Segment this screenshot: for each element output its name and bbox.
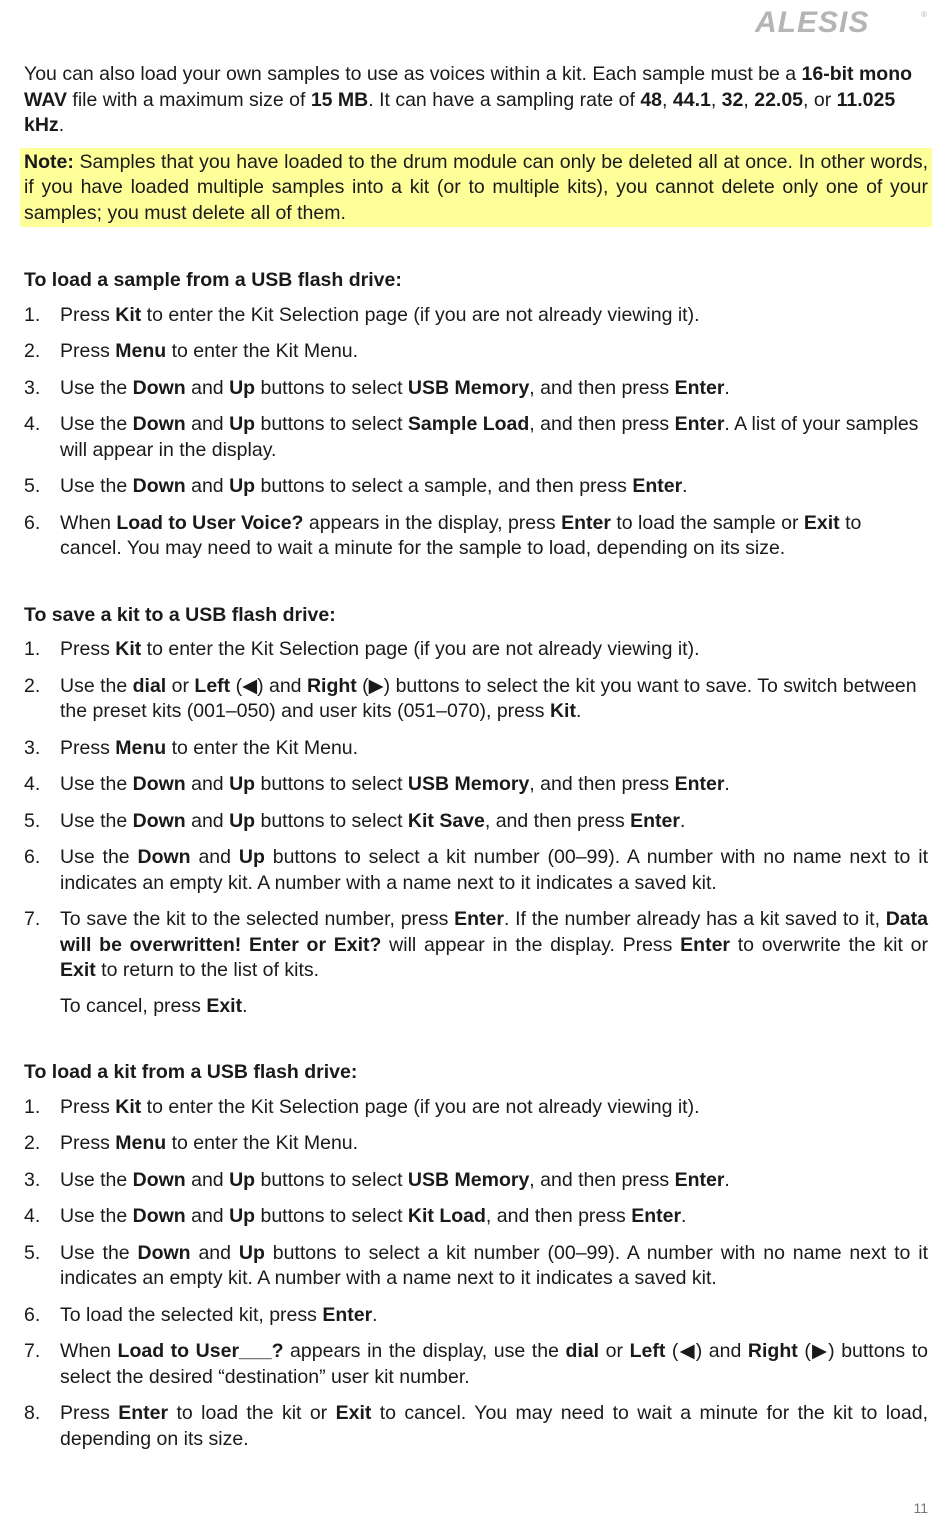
bold-term: Up	[229, 773, 256, 795]
step-item	[24, 303, 928, 329]
steps-load-sample	[24, 303, 928, 562]
step-number: 3.	[24, 376, 41, 399]
bold-term: Right	[747, 1340, 798, 1362]
bold-term: Up	[238, 846, 265, 868]
step-number: 6.	[24, 846, 41, 868]
step-item	[24, 412, 928, 463]
step-item	[24, 1339, 928, 1390]
step-number: 3.	[24, 1168, 41, 1191]
step-number: 1.	[24, 1095, 41, 1118]
bold-term: Down	[132, 773, 186, 795]
bold-term: dial	[565, 1340, 600, 1362]
step-item	[24, 376, 928, 402]
bold-term: Up	[229, 475, 256, 497]
step-item	[24, 1131, 928, 1157]
step-text: Press Kit to enter the Kit Selection page (if you are not already viewing it).	[60, 1095, 700, 1118]
step-text: Use the Down and Up buttons to select Sample Load, and then press Enter. A list of your samples will appear in the display.	[60, 413, 919, 461]
bold-term: Enter	[561, 511, 611, 534]
step-text: Use the Down and Up buttons to select Kit Save, and then press Enter.	[60, 809, 686, 832]
page-number: 11	[913, 1500, 928, 1516]
bold-term: Up	[229, 1205, 256, 1227]
step-number: 6.	[24, 1303, 41, 1326]
step-item	[24, 511, 928, 562]
bold-term: dial	[132, 674, 167, 697]
step-text: Use the Down and Up buttons to select Kit Load, and then press Enter.	[60, 1205, 687, 1227]
bold-term: Enter	[632, 475, 683, 497]
bold-term: Kit Save	[407, 809, 485, 832]
bold-term: Down	[132, 1205, 186, 1227]
bold-term: Enter	[630, 809, 680, 832]
bold-term: Up	[238, 1241, 265, 1264]
bold-term: Down	[132, 376, 186, 399]
bold-term: Kit Load	[407, 1205, 486, 1227]
bold-term: Up	[229, 413, 256, 435]
step-item	[24, 772, 928, 798]
step-text: Press Menu to enter the Kit Menu.	[60, 340, 359, 362]
bold-term: Enter	[674, 376, 725, 399]
step-number: 6.	[24, 511, 41, 534]
manual-page-content	[24, 62, 928, 1463]
note-callout	[20, 148, 932, 228]
bold-term: Kit	[115, 1095, 142, 1118]
step-subnote: To cancel, press Exit.	[60, 994, 248, 1017]
step-number: 4.	[24, 413, 41, 435]
step-number: 7.	[24, 908, 41, 930]
logo-text: ALESIS	[755, 6, 870, 38]
step-text: Use the Down and Up buttons to select USB Memory, and then press Enter.	[60, 1168, 730, 1191]
bold-term: USB Memory	[407, 376, 530, 399]
bold-term: Down	[137, 1241, 191, 1264]
step-number: 3.	[24, 736, 41, 759]
step-number: 5.	[24, 1241, 41, 1264]
bold-term: Down	[132, 1168, 186, 1191]
step-number: 2.	[24, 674, 41, 697]
step-number: 4.	[24, 1205, 41, 1227]
steps-save-kit	[24, 637, 928, 1019]
bold-term: Up	[229, 376, 256, 399]
step-number: 5.	[24, 809, 41, 832]
bold-term: Exit	[803, 511, 840, 534]
step-item	[24, 637, 928, 663]
bold-term: Enter	[680, 933, 731, 956]
note-text: Samples that you have loaded to the drum module can only be deleted all at once. In other words, if you have loaded multiple samples into a kit (or to multiple kits), you cannot delete only one of your samples; you must delete all of them.	[24, 150, 928, 224]
step-item	[24, 1168, 928, 1194]
step-item	[24, 907, 928, 1019]
step-number: 2.	[24, 340, 41, 362]
bold-term: Sample Load	[407, 413, 530, 435]
step-item	[24, 339, 928, 365]
bold-term: Left	[194, 674, 231, 697]
step-text: When Load to User___? appears in the display, use the dial or Left (◀) and Right (▶) buttons to select the desired “destination” user kit number.	[60, 1340, 929, 1388]
step-text: Use the Down and Up buttons to select a sample, and then press Enter.	[60, 475, 688, 497]
bold-term: Menu	[115, 1132, 167, 1154]
step-number: 1.	[24, 638, 41, 660]
step-text: Press Menu to enter the Kit Menu.	[60, 736, 359, 759]
step-text: Use the Down and Up buttons to select USB Memory, and then press Enter.	[60, 376, 730, 399]
bold-term: Exit	[60, 959, 96, 981]
section-heading-save-kit: To save a kit to a USB flash drive:	[24, 603, 336, 626]
bold-term: Left	[629, 1340, 666, 1362]
note-label: Note:	[24, 150, 74, 173]
alesis-logo	[755, 4, 930, 38]
bold-term: USB Memory	[407, 773, 530, 795]
step-item	[24, 674, 928, 725]
bold-term: Enter	[118, 1402, 169, 1424]
step-item	[24, 1241, 928, 1292]
bold-term: Kit	[115, 638, 142, 660]
step-item	[24, 845, 928, 896]
bold-term: Kit	[115, 303, 142, 326]
bold-term: Down	[132, 413, 186, 435]
step-item	[24, 1401, 928, 1452]
step-number: 1.	[24, 303, 41, 326]
step-item	[24, 1095, 928, 1121]
steps-load-kit	[24, 1095, 928, 1453]
bold-term: Menu	[115, 736, 167, 759]
bold-term: Load to User___?	[117, 1340, 284, 1362]
bold-term: Down	[132, 809, 186, 832]
step-text: Press Kit to enter the Kit Selection page (if you are not already viewing it).	[60, 638, 700, 660]
step-number: 2.	[24, 1132, 41, 1154]
bold-term: Enter	[674, 773, 725, 795]
bold-term: USB Memory	[407, 1168, 530, 1191]
step-text: To save the kit to the selected number, press Enter. If the number already has a kit saved to it, Data will be overwritten! Enter or Exit? will appear in the display. Press Enter to overwrite the kit or Exit to return to the list of kits.	[60, 908, 928, 981]
step-text: Use the Down and Up buttons to select a kit number (00–99). A number with no name next to it indicates an empty kit. A number with a name next to it indicates a saved kit.	[60, 1241, 929, 1289]
bold-term: Down	[132, 475, 186, 497]
step-number: 8.	[24, 1402, 41, 1424]
step-text: Press Enter to load the kit or Exit to cancel. You may need to wait a minute for the kit to load, depending on its size.	[60, 1402, 928, 1450]
bold-term: Enter	[454, 908, 504, 930]
step-item	[24, 1204, 928, 1230]
bold-term: Down	[137, 846, 191, 868]
step-item	[24, 736, 928, 762]
step-text: To load the selected kit, press Enter.	[60, 1303, 378, 1326]
section-heading-load-sample: To load a sample from a USB flash drive:	[24, 269, 402, 291]
bold-term: Enter	[631, 1205, 682, 1227]
step-item	[24, 809, 928, 835]
step-number: 7.	[24, 1340, 41, 1362]
bold-term: Data will be overwritten! Enter or Exit?	[60, 908, 928, 956]
bold-term: Menu	[115, 340, 167, 362]
step-number: 4.	[24, 773, 41, 795]
bold-term: Enter	[322, 1303, 373, 1326]
bold-term: Exit	[335, 1402, 372, 1424]
step-item	[24, 474, 928, 500]
step-number: 5.	[24, 475, 41, 497]
step-text: Use the Down and Up buttons to select USB Memory, and then press Enter.	[60, 773, 730, 795]
bold-term: Up	[229, 809, 256, 832]
step-text: Use the dial or Left (◀) and Right (▶) buttons to select the kit you want to save. To switch between the preset kits (001–050) and user kits (051–070), press Kit.	[60, 674, 917, 722]
bold-term: Enter	[674, 1168, 725, 1191]
bold-term: Exit	[206, 994, 243, 1017]
bold-term: Kit	[549, 700, 576, 722]
registered-mark: ®	[921, 10, 927, 19]
intro-paragraph: You can also load your own samples to use as voices within a kit. Each sample must be a 16-bit mono WAV file with a maximum size of 15 MB. It can have a sampling rate of 48, 44.1, 32, 22.05, or 11.025 kHz.	[24, 63, 913, 136]
bold-term: Enter	[674, 413, 725, 435]
step-text: Use the Down and Up buttons to select a kit number (00–99). A number with no name next to it indicates an empty kit. A number with a name next to it indicates a saved kit.	[60, 846, 929, 894]
step-text: Press Menu to enter the Kit Menu.	[60, 1132, 359, 1154]
step-text: When Load to User Voice? appears in the display, press Enter to load the sample or Exit to cancel. You may need to wait a minute for the sample to load, depending on its size.	[60, 511, 862, 559]
step-item	[24, 1303, 928, 1329]
bold-term: Right	[306, 674, 357, 697]
bold-term: Load to User Voice?	[116, 511, 304, 534]
section-heading-load-kit: To load a kit from a USB flash drive:	[24, 1061, 358, 1083]
bold-term: Up	[229, 1168, 256, 1191]
step-text: Press Kit to enter the Kit Selection page (if you are not already viewing it).	[60, 303, 700, 326]
